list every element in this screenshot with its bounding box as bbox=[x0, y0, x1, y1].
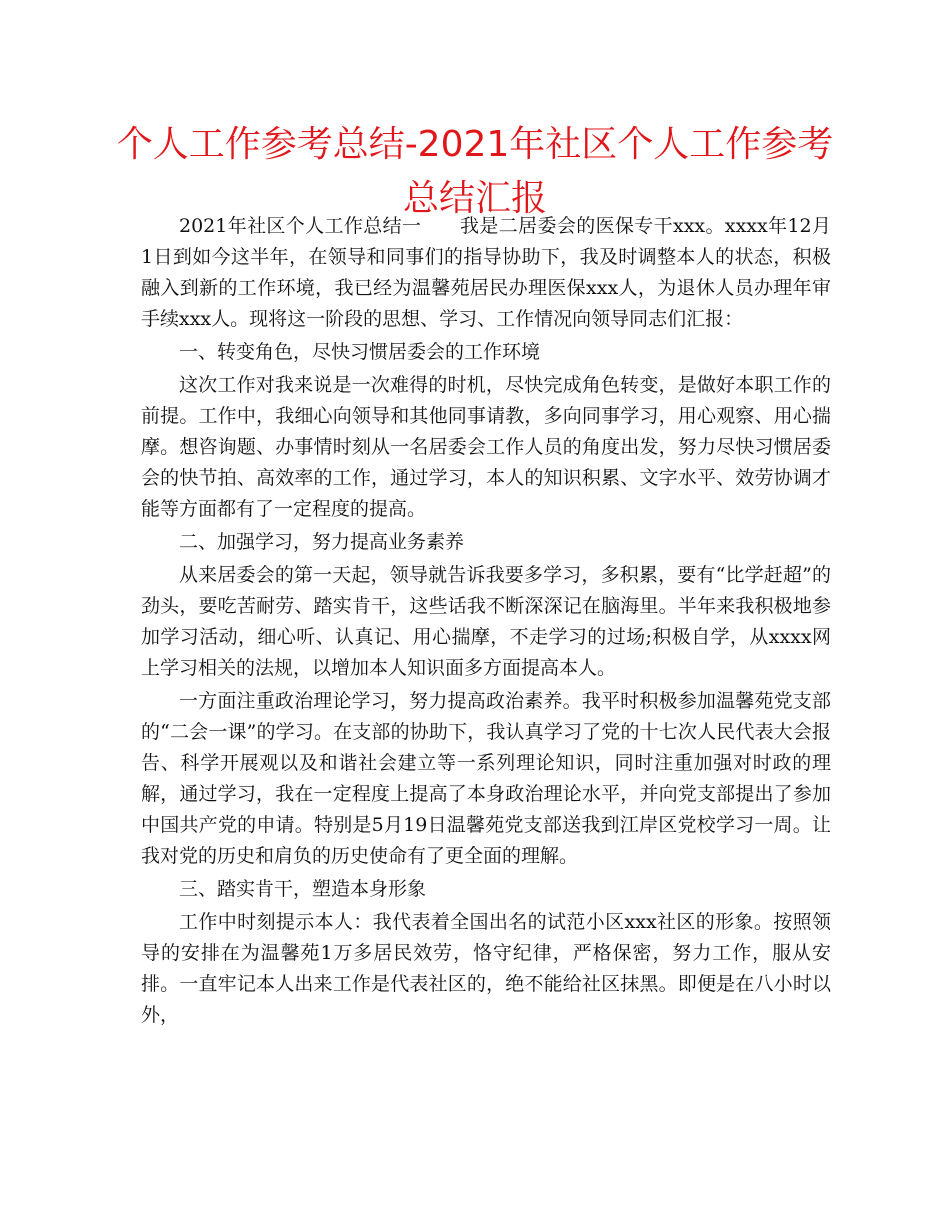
section-heading-1: 一、转变角色，尽快习惯居委会的工作环境 bbox=[179, 341, 541, 363]
paragraph-intro: 2021年社区个人工作总结一 我是二居委会的医保专干xxx。xxxx年12月1日到如今这半年，在领导和同事们的指导协助下，我及时调整本人的状态，积极融入到新的工作环境，我已经为温馨苑居民办理医保xxx人，为退休人员办理年审手续xxx人。现将这一阶段的思想、学习、工作情况向领导同志们汇报： bbox=[141, 215, 831, 330]
section-heading-2: 二、加强学习，努力提高业务素养 bbox=[179, 531, 465, 553]
section-heading-3: 三、踏实肯干，塑造本身形象 bbox=[179, 878, 427, 900]
document-body bbox=[141, 211, 831, 1033]
paragraph-study: 从来居委会的第一天起，领导就告诉我要多学习，多积累，要有“比学赶超”的劲头，要吃苦耐劳、踏实肯干，这些话我不断深深记在脑海里。半年来我积极地参加学习活动，细心听、认真记、用心揣摩，不走学习的过场;积极自学，从xxxx网上学习相关的法规，以增加本人知识面多方面提高本人。 bbox=[141, 564, 831, 679]
paragraph-work-image: 工作中时刻提示本人：我代表着全国出名的试范小区xxx社区的形象。按照领导的安排在为温馨苑1万多居民效劳，恪守纪律，严格保密，努力工作，服从安排。一直牢记本人出来工作是代表社区的，绝不能给社区抹黑。即便是在八小时以外， bbox=[141, 911, 831, 1026]
paragraph-political-theory: 一方面注重政治理论学习，努力提高政治素养。我平时积极参加温馨苑党支部的“二会一课”的学习。在支部的协助下，我认真学习了党的十七次人民代表大会报告、科学开展观以及和谐社会建立等一系列理论知识，同时注重加强对时政的理解，通过学习，我在一定程度上提高了本身政治理论水平，并向党支部提出了参加中国共产党的申请。特别是5月19日温馨苑党支部送我到江岸区党校学习一周。让我对党的历史和肩负的历史使命有了更全面的理解。 bbox=[141, 690, 831, 867]
paragraph-role-change: 这次工作对我来说是一次难得的时机，尽快完成角色转变，是做好本职工作的前提。工作中，我细心向领导和其他同事请教，多向同事学习，用心观察、用心揣摩。想咨询题、办事情时刻从一名居委会工作人员的角度出发，努力尽快习惯居委会的快节拍、高效率的工作，通过学习，本人的知识积累、文字水平、效劳协调才能等方面都有了一定程度的提高。 bbox=[141, 374, 831, 520]
document-title: 个人工作参考总结-2021年社区个人工作参考总结汇报 bbox=[116, 124, 834, 219]
